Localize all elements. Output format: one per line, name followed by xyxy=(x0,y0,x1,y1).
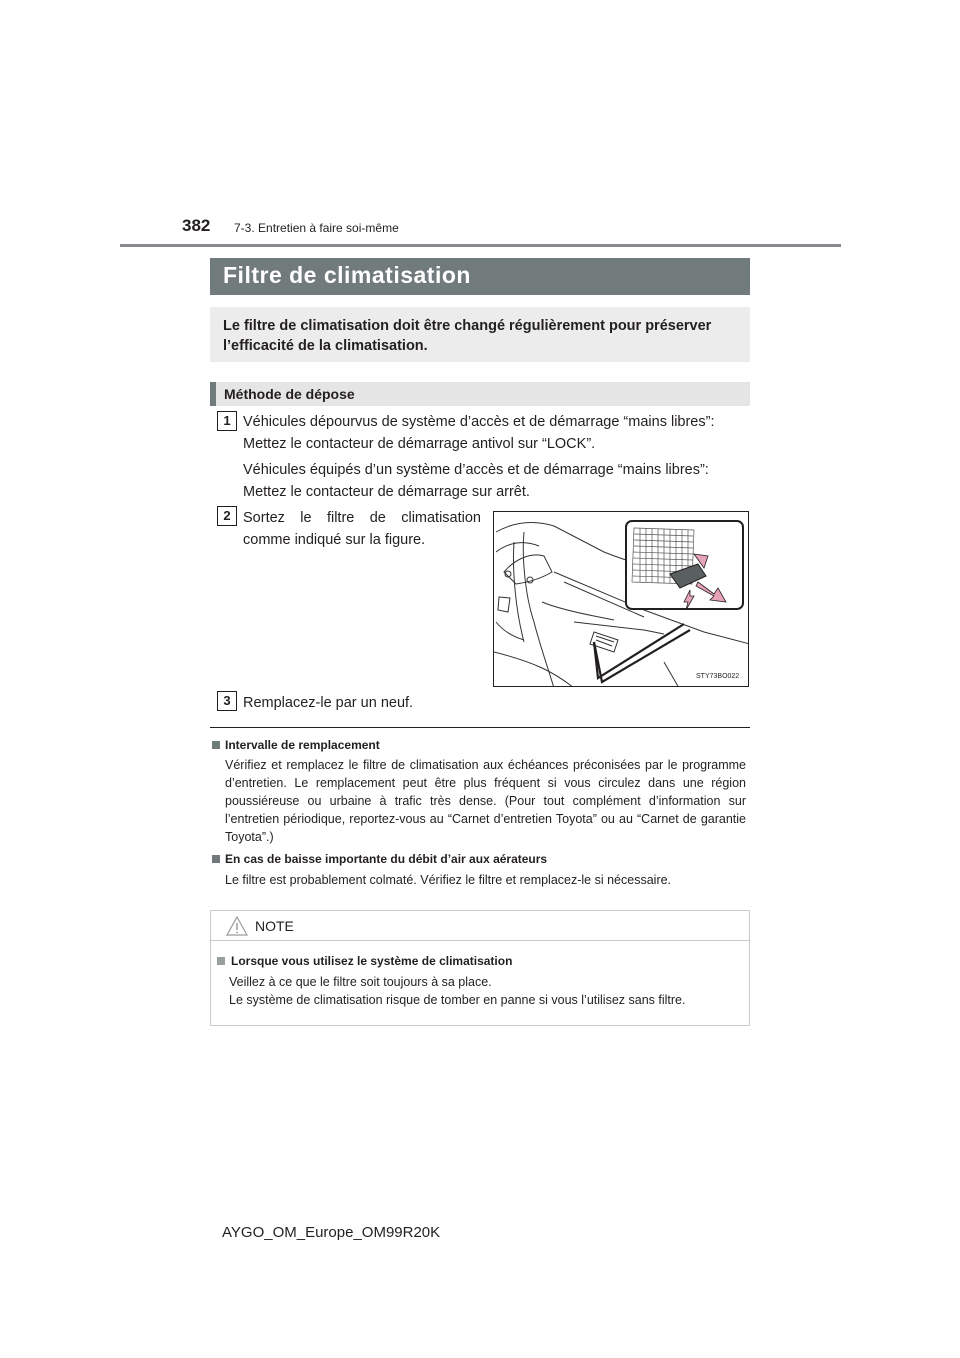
subheading-accent xyxy=(210,382,216,406)
warning-triangle-icon xyxy=(226,916,248,936)
notice-heading xyxy=(217,954,512,968)
notice-line-1: Veillez à ce que le filtre soit toujours à sa place. xyxy=(229,975,492,989)
dashboard-illustration xyxy=(494,512,749,687)
notice-divider xyxy=(211,940,749,941)
step-2-line-2: comme indiqué sur la figure. xyxy=(243,532,426,548)
intro-box xyxy=(210,307,750,362)
bullet-square-icon xyxy=(212,741,220,749)
subheading-bar xyxy=(210,382,750,406)
notice-box xyxy=(210,910,750,1026)
separator xyxy=(210,727,750,728)
step-1-line-2: Mettez le contacteur de démarrage antivol sur “LOCK”. xyxy=(243,436,596,452)
document-footer: AYGO_OM_Europe_OM99R20K xyxy=(222,1224,441,1241)
step-2-line-1: Sortez le filtre de climatisation xyxy=(243,510,481,526)
notice-line-2: Le système de climatisation risque de tomber en panne si vous l’utilisez sans filtre. xyxy=(229,993,686,1007)
notice-heading-text: Lorsque vous utilisez le système de climatisation xyxy=(231,954,513,968)
figure-code: STY73BO022 xyxy=(696,673,740,680)
notice-label: NOTE xyxy=(255,918,294,934)
section-title: 7-3. Entretien à faire soi-même xyxy=(234,221,399,235)
subheading: Méthode de dépose xyxy=(224,386,355,402)
step-number-1: 1 xyxy=(217,411,237,431)
note-heading-2-text: En cas de baisse importante du débit d’air aux aérateurs xyxy=(225,852,548,866)
page-title: Filtre de climatisation xyxy=(223,262,471,288)
glovebox-filter-figure xyxy=(493,511,749,687)
step-3-line-1: Remplacez-le par un neuf. xyxy=(243,695,414,711)
note-heading-2 xyxy=(212,852,547,866)
step-number-3: 3 xyxy=(217,691,237,711)
step-number-2: 2 xyxy=(217,506,237,526)
note-heading-1-text: Intervalle de remplacement xyxy=(225,738,380,752)
bullet-square-icon xyxy=(217,957,225,965)
note-body-1: Vérifiez et remplacez le filtre de climatisation aux échéances préconisées par le programme d’entretien. Le remplacement peut être plus fréquent si vous circulez dans une région poussiéreuse ou urbaine à trafic très dense. (Pour tout complément d’information sur l’entretien périodique, reportez-vous au “Carnet d’entretien Toyota” ou au “Carnet de garantie Toyota”.) xyxy=(225,758,746,844)
note-heading-1 xyxy=(212,738,380,752)
step-1-line-1: Véhicules dépourvus de système d’accès et de démarrage “mains libres”: xyxy=(243,414,715,430)
header-rule xyxy=(120,244,841,247)
page-number: 382 xyxy=(182,216,211,235)
note-body-2: Le filtre est probablement colmaté. Vérifiez le filtre et remplacez-le si nécessaire. xyxy=(225,873,672,887)
step-1-line-3: Véhicules équipés d’un système d’accès et de démarrage “mains libres”: xyxy=(243,462,709,478)
intro-text: Le filtre de climatisation doit être changé régulièrement pour préserver l’efficacité de la climatisation. xyxy=(223,318,712,354)
step-1-line-4: Mettez le contacteur de démarrage sur arrêt. xyxy=(243,484,530,500)
notice-body xyxy=(229,973,685,1009)
bullet-square-icon xyxy=(212,855,220,863)
title-bar xyxy=(210,258,750,295)
